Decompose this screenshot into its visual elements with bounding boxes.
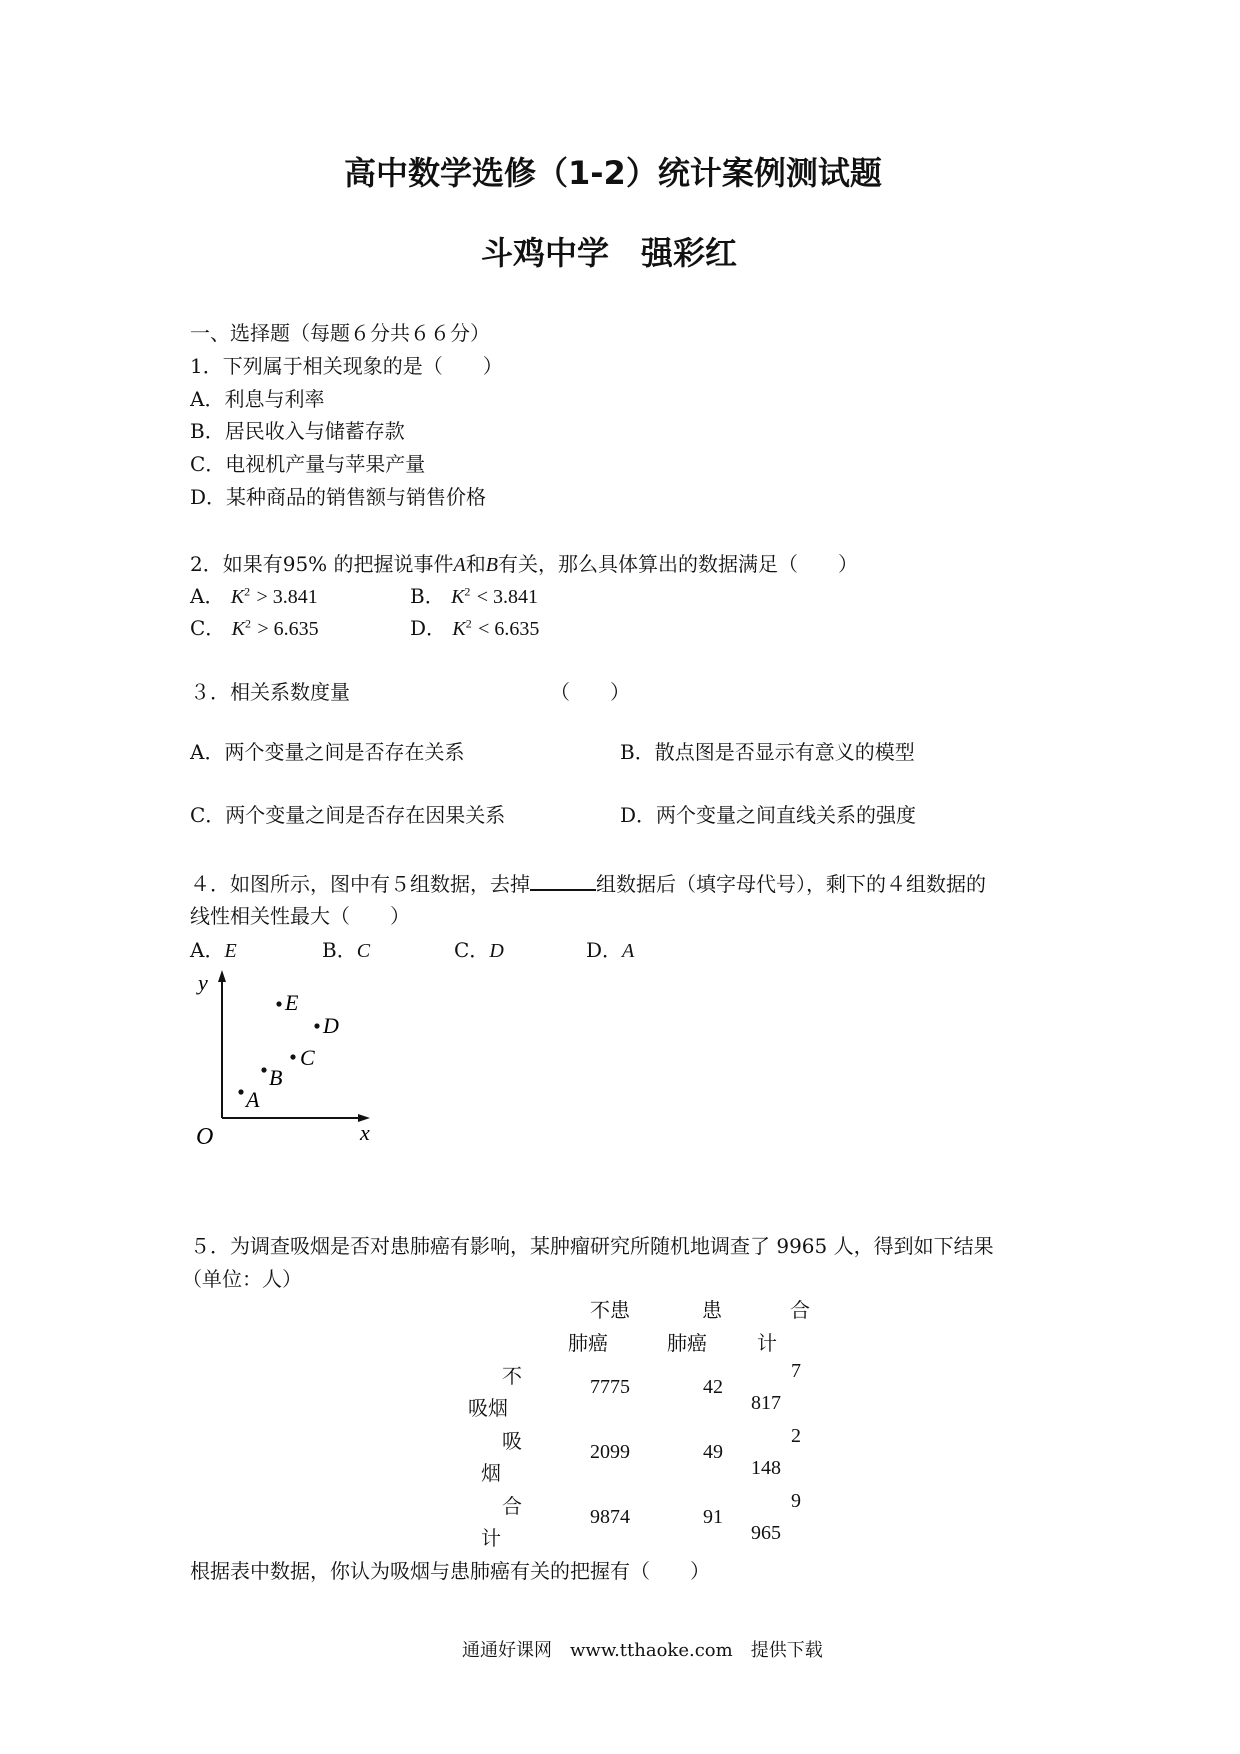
point-c-dot	[290, 1054, 295, 1059]
q2-option-b	[410, 580, 538, 609]
q2-option-c-var: K	[231, 618, 246, 640]
q4-option-b	[322, 934, 370, 963]
table-col-header-1-line1: 不患	[590, 1298, 630, 1322]
q2-option-c	[190, 612, 319, 641]
q4-option-d-value: A	[622, 940, 635, 962]
table-col-header-3-line1: 合	[790, 1298, 810, 1322]
q2-stem	[190, 548, 858, 577]
point-b-dot	[261, 1067, 266, 1072]
q2-option-b-exp: 2	[464, 584, 471, 599]
y-axis-arrow	[218, 970, 226, 982]
q4-option-d	[586, 934, 634, 963]
table-row-2-header-line1: 吸	[502, 1429, 522, 1453]
q4-stem-line2: 线性相关性最大（ ）	[190, 904, 410, 928]
table-row-1-value-1: 7775	[590, 1376, 630, 1398]
q2-option-d	[410, 612, 539, 641]
q5-stem: ５．为调查吸烟是否对患肺癌有影响，某肿瘤研究所随机地调查了 9965 人，得到如下结果	[190, 1234, 994, 1258]
table-row-1-value-2: 42	[703, 1376, 723, 1398]
q1-option-c: C．电视机产量与苹果产量	[190, 452, 426, 476]
y-axis-label: y	[198, 970, 208, 995]
q2-option-a-value: > 3.841	[256, 586, 318, 608]
q4-stem-part1: ４．如图所示，图中有５组数据，去掉	[190, 872, 530, 896]
point-e-dot	[276, 1001, 281, 1006]
point-d-label: D	[323, 1013, 339, 1038]
q2-option-a-exp: 2	[244, 584, 251, 599]
point-c-label: C	[300, 1045, 315, 1070]
q1-option-a: A．利息与利率	[190, 387, 325, 411]
q4-stem-part2: 组数据后（填字母代号），剩下的４组数据的	[596, 872, 986, 896]
q4-option-c-label: C．	[454, 938, 490, 962]
q4-option-a	[190, 934, 237, 963]
table-col-header-2-line1: 患	[702, 1298, 722, 1322]
q3-stem: ３．相关系数度量	[190, 680, 350, 704]
q4-option-c-value: D	[489, 940, 504, 962]
table-row-2-header-line2: 烟	[481, 1461, 501, 1485]
section-heading: 一、选择题（每题６分共６６分）	[190, 321, 490, 345]
q4-option-b-value: C	[356, 940, 371, 962]
table-row-2-total-line2: 148	[751, 1457, 781, 1479]
q2-option-d-label: D．	[410, 616, 447, 640]
point-b-label: B	[269, 1065, 283, 1090]
table-row-3-total-line1: 9	[791, 1490, 801, 1512]
q1-stem: 1．下列属于相关现象的是（ ）	[190, 354, 503, 378]
q2-option-d-exp: 2	[465, 616, 472, 631]
table-row-3-value-2: 91	[703, 1506, 723, 1528]
table-row-3-value-1: 9874	[590, 1506, 630, 1528]
table-row-3-header-line2: 计	[481, 1526, 501, 1550]
q4-option-a-value: E	[224, 940, 237, 962]
q3-option-d: D．两个变量之间直线关系的强度	[620, 803, 917, 827]
table-col-header-3-clip	[790, 1290, 810, 1322]
table-row-2-total-line1: 2	[791, 1425, 801, 1447]
q2-event-a: A	[453, 554, 466, 576]
point-d-dot	[314, 1023, 319, 1028]
table-row-1-header-line1: 不	[502, 1364, 522, 1388]
table-row-1-total-line1: 7	[791, 1360, 801, 1382]
q3-paren: （ ）	[550, 680, 630, 704]
q3-option-b: B．散点图是否显示有意义的模型	[620, 740, 915, 764]
table-col-header-3-line2: 计	[757, 1331, 777, 1355]
q4-option-b-label: B．	[322, 938, 357, 962]
q2-stem-part2: 有关，那么具体算出的数据满足（ ）	[497, 552, 858, 576]
origin-label: O	[196, 1124, 214, 1150]
q4-answer-blank	[530, 871, 596, 891]
q2-option-c-exp: 2	[245, 616, 252, 631]
table-col-header-2-line2: 肺癌	[667, 1331, 707, 1355]
q4-option-d-label: D．	[586, 938, 623, 962]
q2-event-b: B	[485, 554, 498, 576]
q4-stem	[190, 868, 986, 897]
table-row-2-value-2: 49	[703, 1441, 723, 1463]
q2-and: 和	[465, 552, 486, 576]
page-title: 高中数学选修（1-2）统计案例测试题	[344, 154, 882, 192]
q1-option-d: D．某种商品的销售额与销售价格	[190, 485, 487, 509]
point-a-label: A	[246, 1087, 260, 1112]
q2-option-b-value: < 3.841	[476, 586, 539, 608]
table-row-1-header-line2: 吸烟	[468, 1396, 508, 1420]
q1-option-b: B．居民收入与储蓄存款	[190, 419, 405, 443]
author-line: 斗鸡中学 强彩红	[481, 234, 738, 272]
q2-stem-part1: 2．如果有95% 的把握说事件	[190, 552, 454, 576]
q5-question: 根据表中数据，你认为吸烟与患肺癌有关的把握有（ ）	[190, 1559, 710, 1583]
q2-option-b-var: K	[451, 586, 465, 608]
table-row-3-total-line2: 965	[751, 1522, 781, 1544]
table-col-header-1-line2: 肺癌	[568, 1331, 608, 1355]
q4-option-a-label: A．	[190, 938, 225, 962]
q2-option-c-label: C．	[190, 616, 226, 640]
table-row-3-header-line1: 合	[502, 1494, 522, 1518]
q2-option-c-value: > 6.635	[257, 618, 319, 640]
q2-option-d-var: K	[452, 618, 466, 640]
point-a-dot	[238, 1089, 243, 1094]
q4-option-c	[454, 934, 504, 963]
q2-option-d-value: < 6.635	[478, 618, 540, 640]
q2-option-b-label: B．	[410, 584, 445, 608]
q3-option-c: C．两个变量之间是否存在因果关系	[190, 803, 506, 827]
point-e-label: E	[285, 990, 299, 1015]
table-row-2-value-1: 2099	[590, 1441, 630, 1463]
table-row-1-total-line2: 817	[751, 1392, 781, 1414]
q5-unit: （单位：人）	[182, 1267, 302, 1291]
q3-option-a: A．两个变量之间是否存在关系	[190, 740, 465, 764]
page-footer: 通通好课网 www.tthaoke.com 提供下载	[462, 1640, 823, 1661]
q2-option-a-var: K	[230, 586, 245, 608]
q2-option-a	[190, 580, 318, 609]
scatter-figure	[180, 966, 400, 1156]
q2-option-a-label: A．	[190, 584, 225, 608]
x-axis-label: x	[360, 1120, 370, 1145]
